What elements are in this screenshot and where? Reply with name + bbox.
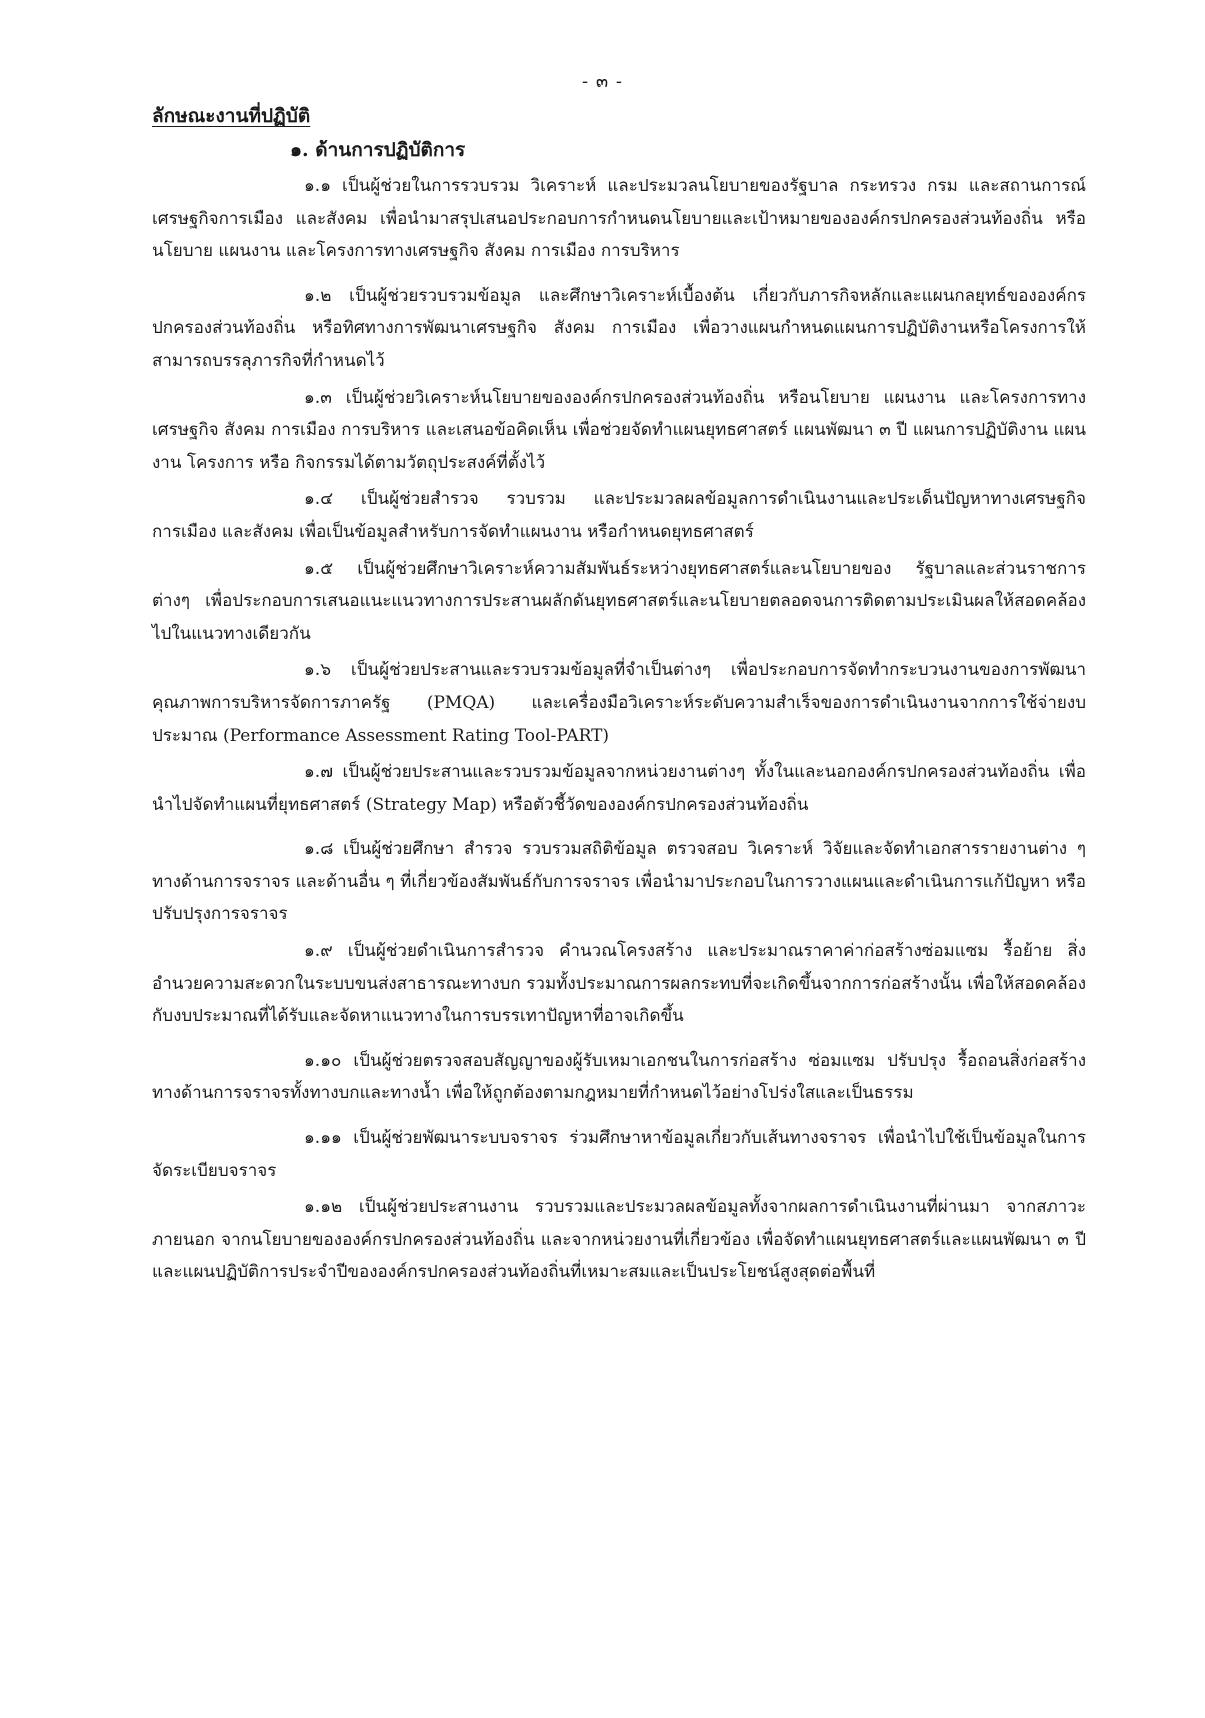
list-item	[152, 1122, 1086, 1187]
item-text: เป็นผู้ช่วยตรวจสอบสัญญาของผู้รับเหมาเอกชนในการก่อสร้าง ซ่อมแซม ปรับปรุง รื้อถอนสิ่งก่อสร้างทางด้านการจราจรทั้งทางบกและทางน้ำ เพื่อให้ถูกต้องตามกฎหมายที่กำหนดไว้อย่างโปร่งใสและเป็นธรรม	[152, 1050, 1086, 1104]
item-text: เป็นผู้ช่วยวิเคราะห์นโยบายขององค์กรปกครองส่วนท้องถิ่น หรือนโยบาย แผนงาน และโครงการทางเศรษฐกิจ สังคม การเมือง การบริหาร และเสนอข้อคิดเห็น เพื่อช่วยจัดทำแผนยุทธศาสตร์ แผนพัฒนา ๓ ปี แผนการปฏิบัติงาน แผนงาน โครงการ หรือ กิจกรรมได้ตามวัตถุประสงค์ที่ตั้งไว้	[152, 387, 1087, 473]
document-body	[152, 100, 1086, 1289]
list-item	[152, 1045, 1086, 1110]
item-text: เป็นผู้ช่วยรวบรวมข้อมูล และศึกษาวิเคราะห์เบื้องต้น เกี่ยวกับภารกิจหลักและแผนกลยุทธ์ขององค์กรปกครองส่วนท้องถิ่น หรือทิศทางการพัฒนาเศรษฐกิจ สังคม การเมือง เพื่อวางแผนกำหนดแผนการปฏิบัติงานหรือโครงการให้สามารถบรรลุภารกิจที่กำหนดไว้	[152, 285, 1087, 371]
item-number: ๑.๑๒	[304, 1197, 343, 1218]
section-title: ๑. ด้านการปฏิบัติการ	[290, 139, 466, 161]
item-text: เป็นผู้ช่วยสำรวจ รวบรวม และประมวลผลข้อมูลการดำเนินงานและประเด็นปัญหาทางเศรษฐกิจ การเมือง และสังคม เพื่อเป็นข้อมูลสำหรับการจัดทำแผนงาน หรือกำหนดยุทธศาสตร์	[152, 489, 1086, 542]
item-number: ๑.๗	[304, 762, 333, 783]
list-item	[152, 483, 1086, 548]
item-text: เป็นผู้ช่วยในการรวบรวม วิเคราะห์ และประมวลนโยบายของรัฐบาล กระทรวง กรม และสถานการณ์เศรษฐกิจการเมือง และสังคม เพื่อนำมาสรุปเสนอประกอบการกำหนดนโยบายและเป้าหมายขององค์กรปกครองส่วนท้องถิ่น หรือนโยบาย แผนงาน และโครงการทางเศรษฐกิจ สังคม การเมือง การบริหาร	[152, 176, 1087, 262]
list-item	[152, 654, 1086, 752]
item-text: เป็นผู้ช่วยดำเนินการสำรวจ คำนวณโครงสร้าง และประมาณราคาค่าก่อสร้างซ่อมแซม รื้อย้าย สิ่งอำนวยความสะดวกในระบบขนส่งสาธารณะทางบก รวมทั้งประมาณการผลกระทบที่จะเกิดขึ้นจากการก่อสร้างนั้น เพื่อให้สอดคล้องกับงบประมาณที่ได้รับและจัดหาแนวทางในการบรรเทาปัญหาที่อาจเกิดขึ้น	[152, 941, 1087, 1027]
list-item	[152, 280, 1086, 378]
list-item	[152, 935, 1086, 1033]
item-text: เป็นผู้ช่วยศึกษาวิเคราะห์ความสัมพันธ์ระหว่างยุทธศาสตร์และนโยบายของ รัฐบาลและส่วนราชการต่างๆ เพื่อประกอบการเสนอแนะแนวทางการประสานผลักดันยุทธศาสตร์และนโยบายตลอดจนการติดตามประเมินผลให้สอดคล้องไปในแนวทางเดียวกัน	[152, 558, 1086, 644]
page-heading: ลักษณะงานที่ปฏิบัติ	[152, 105, 311, 127]
list-item	[152, 382, 1086, 480]
item-text: เป็นผู้ช่วยพัฒนาระบบจราจร ร่วมศึกษาหาข้อมูลเกี่ยวกับเส้นทางจราจร เพื่อนำไปใช้เป็นข้อมูลในการจัดระเบียบจราจร	[152, 1128, 1086, 1181]
list-item	[152, 1191, 1086, 1289]
list-item	[152, 170, 1086, 268]
item-text: เป็นผู้ช่วยประสานและรวบรวมข้อมูลจากหน่วยงานต่างๆ ทั้งในและนอกองค์กรปกครองส่วนท้องถิ่น เพื่อนำไปจัดทำแผนที่ยุทธศาสตร์ (Strategy Map) หรือตัวชี้วัดขององค์กรปกครองส่วนท้องถิ่น	[152, 762, 1086, 815]
item-number: ๑.๑๑	[304, 1128, 342, 1149]
item-number: ๑.๑๐	[304, 1050, 342, 1071]
item-text: เป็นผู้ช่วยประสานและรวบรวมข้อมูลที่จำเป็นต่างๆ เพื่อประกอบการจัดทำกระบวนงานของการพัฒนาคุณภาพการบริหารจัดการภาครัฐ (PMQA) และเครื่องมือวิเคราะห์ระดับความสำเร็จของการดำเนินงานจากการใช้จ่ายงบประมาณ (Performance Assessment Rating Tool-PART)	[152, 660, 1086, 746]
item-number: ๑.๖	[304, 660, 331, 681]
item-text: เป็นผู้ช่วยประสานงาน รวบรวมและประมวลผลข้อมูลทั้งจากผลการดำเนินงานที่ผ่านมา จากสภาวะภายนอก จากนโยบายขององค์กรปกครองส่วนท้องถิ่น และจากหน่วยงานที่เกี่ยวข้อง เพื่อจัดทำแผนยุทธศาสตร์และแผนพัฒนา ๓ ปี และแผนปฏิบัติการประจำปีขององค์กรปกครองส่วนท้องถิ่นที่เหมาะสมและเป็นประโยชน์สูงสุดต่อพื้นที่	[152, 1197, 1086, 1283]
item-number: ๑.๙	[304, 941, 333, 962]
item-number: ๑.๔	[304, 489, 334, 510]
list-item	[152, 833, 1086, 931]
list-item	[152, 756, 1086, 821]
item-number: ๑.๒	[304, 285, 332, 306]
item-number: ๑.๓	[304, 387, 332, 408]
item-number: ๑.๕	[304, 558, 334, 579]
list-item	[152, 553, 1086, 651]
item-number: ๑.๘	[304, 839, 334, 860]
page-number: - ๓ -	[582, 71, 623, 92]
item-number: ๑.๑	[304, 176, 331, 196]
item-text: เป็นผู้ช่วยศึกษา สำรวจ รวบรวมสถิติข้อมูล ตรวจสอบ วิเคราะห์ วิจัยและจัดทำเอกสารรายงานต่าง ๆ ทางด้านการจราจร และด้านอื่น ๆ ที่เกี่ยวข้องสัมพันธ์กับการจราจร เพื่อนำมาประกอบในการวางแผนและดำเนินการแก้ปัญหา หรือปรับปรุงการจราจร	[152, 839, 1086, 925]
